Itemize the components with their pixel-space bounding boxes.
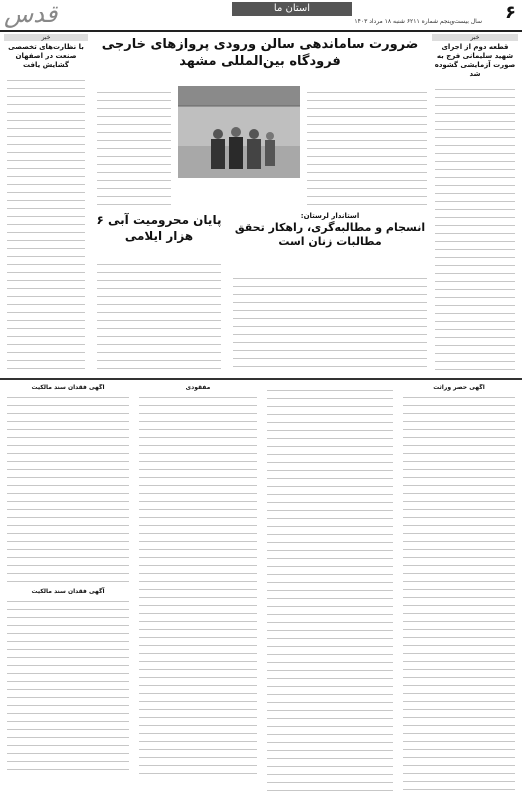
lead-photo xyxy=(178,86,300,178)
right-column-story xyxy=(432,34,518,374)
notice-1-title: آگهی حصر وراثت xyxy=(433,384,485,391)
airport-photo-icon xyxy=(178,86,300,178)
lead-title: ضرورت ساماندهی سالن ورودی پروازهای خارجی فرودگاه بین‌المللی مشهد xyxy=(101,37,419,69)
feature-title: انسجام و مطالبه‌گری، راهکار تحقق مطالبات زنان است xyxy=(234,221,426,248)
notice-3-title: مفقودی xyxy=(185,384,211,391)
section-banner: استان ما xyxy=(232,2,352,16)
newspaper-logo: قدس xyxy=(4,0,58,28)
section-divider xyxy=(0,378,522,380)
page-header xyxy=(0,0,522,32)
notice-column-3 xyxy=(136,384,260,794)
notice-5-title: آگهی فقدان سند مالکیت xyxy=(31,588,105,595)
feature-headline-area xyxy=(230,212,430,270)
lead-body-right xyxy=(304,86,430,206)
lead-headline-area xyxy=(92,36,428,82)
left-story-body xyxy=(4,74,88,374)
left-story-title: با نظارت‌های تخصصی صنعت در اصفهان گشایش یافت xyxy=(8,43,84,69)
left-kicker: خبر xyxy=(4,34,88,41)
side-story-title: پایان محرومیت آبی ۶ هزار ایلامی xyxy=(96,213,222,243)
right-story-title: قطعه دوم از اجرای شهید سلیمانی فرج به صورت آزمایشی گشوده شد xyxy=(434,43,516,78)
feature-body xyxy=(230,272,430,372)
lead-body-left xyxy=(94,86,174,206)
feature-kicker: استاندار لرستان: xyxy=(300,212,360,220)
right-story-body xyxy=(432,83,518,374)
left-column-story xyxy=(4,34,88,374)
side-story-headline xyxy=(94,212,224,256)
notice-column-4 xyxy=(4,384,132,794)
side-story-body xyxy=(94,258,224,374)
notice-4-title: آگهی فقدان سند مالکیت xyxy=(31,384,105,391)
page-number: ۶ xyxy=(505,2,516,23)
notice-column-1 xyxy=(400,384,518,794)
issue-meta: سال بیست‌وپنجم شماره ۶۲۱۱ ‫شنبه ۱۸ مرداد ۱۴۰۳ xyxy=(354,18,482,25)
notice-column-2 xyxy=(264,384,396,794)
right-kicker: خبر xyxy=(432,34,518,41)
